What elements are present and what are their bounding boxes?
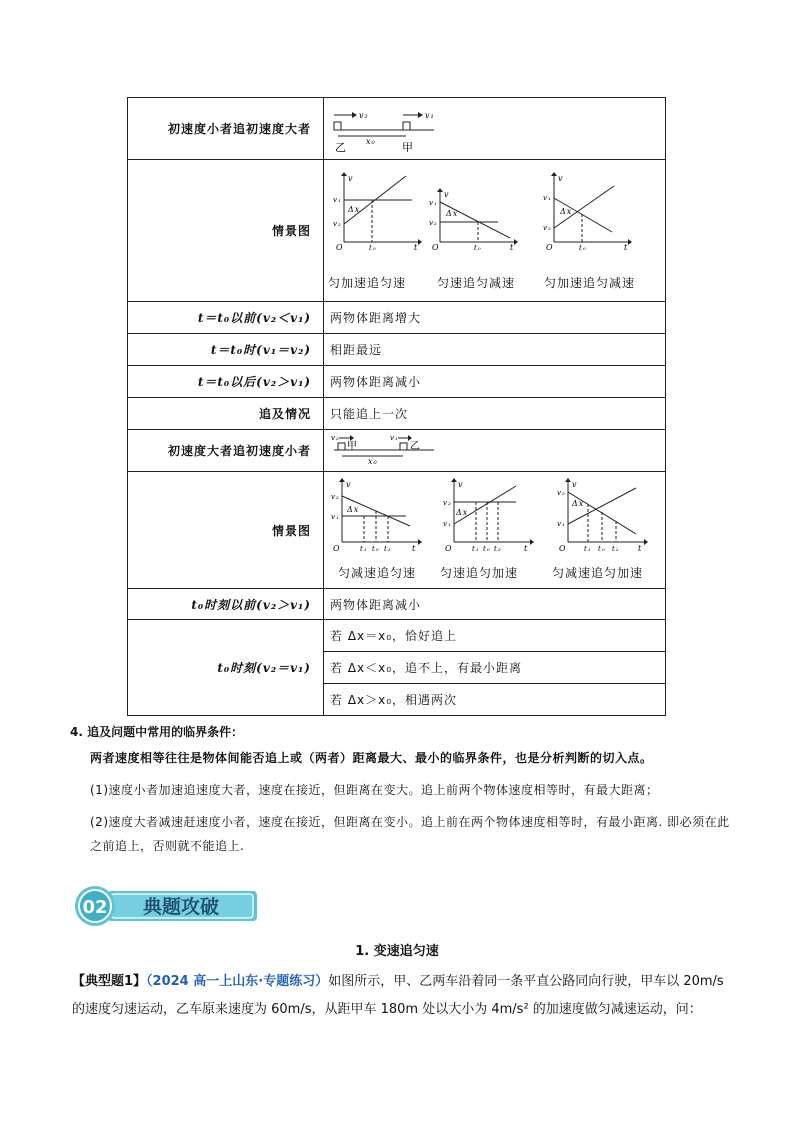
svg-text:v: v [444,190,450,199]
svg-text:t₁: t₁ [584,545,592,552]
svg-text:t₀: t₀ [598,545,606,552]
scene1-caption-1: 匀加速追匀速 [328,276,407,290]
svg-text:t₀: t₀ [579,244,587,250]
svg-text:O: O [333,544,341,552]
graph-uniform-chase-accel [442,478,534,552]
graph-decel-chase-accel [556,478,648,552]
row-value-before-t0-2: 两物体距离减小 [324,589,666,620]
svg-text:v: v [346,480,352,489]
comparison-table [127,97,666,716]
svg-text:v: v [348,174,354,183]
svg-text:t₂: t₂ [384,545,392,552]
svg-text:v₁: v₁ [443,520,452,528]
section-4-paragraph-3: (2)速度大者减速赶速度小者，速度在接近，但距离在变小。追上前在两个物体速度相等时，有最小距离. 即必须在此之前追上，否则就不能追上. [90,815,730,853]
svg-text:t₁: t₁ [472,545,480,552]
scene1-caption-3: 匀加速追匀减速 [544,276,636,290]
svg-text:v₁: v₁ [543,194,552,202]
graph-uniform-chase-decel [428,188,518,250]
svg-text:t: t [510,243,515,250]
banner-title: 典题攻破 [142,896,220,918]
row-label-before-t0: t＝t₀以前(v₂＜v₁) [128,302,324,334]
scene2-caption-1: 匀减速追匀速 [338,566,417,580]
svg-text:v: v [458,480,464,489]
section-4-paragraph-1: 两者速度相等往往是物体间能否追上或（两者）距离最大、最小的临界条件，也是分析判断的切入点。 [90,751,653,765]
svg-text:v₁: v₁ [429,199,438,207]
svg-text:v₂: v₂ [557,489,566,497]
svg-text:t: t [638,544,643,552]
row-value-before-t0: 两物体距离增大 [324,302,666,334]
svg-text:v₂: v₂ [443,499,452,507]
row-label-fast-chase-slow: 初速度大者追初速度小者 [128,430,324,472]
svg-text:Δx: Δx [446,209,459,218]
subsection-title: 1. 变速追匀速 [355,944,439,959]
car-diagram-2-cell [324,430,666,472]
svg-text:Δx: Δx [560,207,573,216]
svg-text:O: O [445,544,453,552]
svg-text:t₀: t₀ [474,244,482,250]
row-value-case-equal: 若 Δx＝x₀，恰好追上 [324,620,666,652]
row-value-at-t0: 相距最远 [324,334,666,366]
svg-text:v: v [558,174,564,183]
scene2-caption-3: 匀减速追匀加速 [552,566,644,580]
graph-accel-chase-uniform [332,172,422,250]
car-position-diagram-1 [330,102,440,152]
svg-text:x₀: x₀ [368,457,378,466]
svg-text:t₀: t₀ [483,545,491,552]
row-value-case-less: 若 Δx＜x₀，追不上，有最小距离 [324,652,666,684]
svg-text:v₁: v₁ [333,196,342,204]
svg-text:Δx: Δx [456,508,469,517]
scene-graphs-2 [324,472,666,589]
banner-graphic [73,885,263,927]
problem-tag: 【典型题1】 [72,974,147,989]
svg-text:v: v [572,480,578,489]
scene2-caption-2: 匀速追匀加速 [440,566,519,580]
svg-text:t₀: t₀ [372,545,380,552]
banner-number: 02 [82,897,108,918]
svg-text:v₁: v₁ [425,111,435,120]
svg-text:t₂: t₂ [494,545,502,552]
svg-text:t: t [414,243,419,250]
row-label-at-t0-2: t₀时刻(v₂＝v₁) [128,620,324,716]
row-label-slow-chase-fast: 初速度小者追初速度大者 [128,98,324,160]
svg-text:t: t [624,243,629,250]
section-4-heading: 4. 追及问题中常用的临界条件： [70,725,244,739]
scene-label-2: 情景图 [128,472,324,589]
svg-text:O: O [546,243,554,250]
graph-accel-chase-decel [542,172,632,250]
svg-text:t: t [524,544,529,552]
scene-graphs-1 [324,160,666,302]
row-value-case-greater: 若 Δx＞x₀，相遇两次 [324,684,666,716]
svg-text:t₀: t₀ [369,244,377,250]
svg-text:v₂: v₂ [333,220,342,228]
svg-text:x₀: x₀ [366,137,376,146]
svg-text:O: O [559,544,567,552]
problem-text: 如图所示，甲、乙两车沿着同一条平直公路同向行驶，甲车以 20m/s 的速度匀速运动，乙车原来速度为 60m/s，从距甲车 180m 处以大小为 4m/s² 的加速度做匀减速运动，问： [72,974,724,1017]
scene1-caption-2: 匀速追匀减速 [437,276,516,290]
svg-text:t₂: t₂ [612,545,620,552]
scene-label-1: 情景图 [128,160,324,302]
svg-text:O: O [432,243,440,250]
svg-text:v₂: v₂ [331,434,340,442]
row-label-before-t0-2: t₀时刻以前(v₂＞v₁) [128,589,324,620]
row-label-at-t0: t＝t₀时(v₁＝v₂) [128,334,324,366]
car-diagram-1-cell [324,98,666,160]
svg-text:甲: 甲 [402,141,414,152]
svg-text:v₂: v₂ [359,111,369,120]
graph-decel-chase-uniform [330,478,422,552]
svg-text:v₂: v₂ [331,493,340,501]
row-value-after-t0: 两物体距离减小 [324,366,666,398]
row-label-after-t0: t＝t₀以后(v₂＞v₁) [128,366,324,398]
svg-text:v₂: v₂ [543,224,552,232]
svg-text:乙: 乙 [410,441,421,452]
row-value-chase-status: 只能追上一次 [324,398,666,430]
problem-1 [72,968,732,1024]
svg-text:甲: 甲 [347,441,358,452]
problem-source: （2024 高一上山东·专题练习） [146,974,329,989]
car-position-diagram-2 [330,432,440,466]
svg-text:O: O [336,243,344,250]
svg-text:v₁: v₁ [557,520,566,528]
svg-text:v₁: v₁ [390,434,399,442]
row-label-chase-status: 追及情况 [128,398,324,430]
svg-text:v₂: v₂ [429,219,438,227]
svg-text:v₁: v₁ [331,513,340,521]
svg-text:t: t [412,544,417,552]
section-4-paragraph-2: (1)速度小者加速追速度大者，速度在接近，但距离在变大。追上前两个物体速度相等时，有最大距离； [90,783,659,797]
svg-text:Δx: Δx [572,499,585,508]
svg-text:Δx: Δx [348,205,361,214]
svg-text:乙: 乙 [335,141,347,152]
section-banner [73,885,263,931]
svg-text:Δx: Δx [347,505,360,514]
svg-text:t₁: t₁ [360,545,368,552]
